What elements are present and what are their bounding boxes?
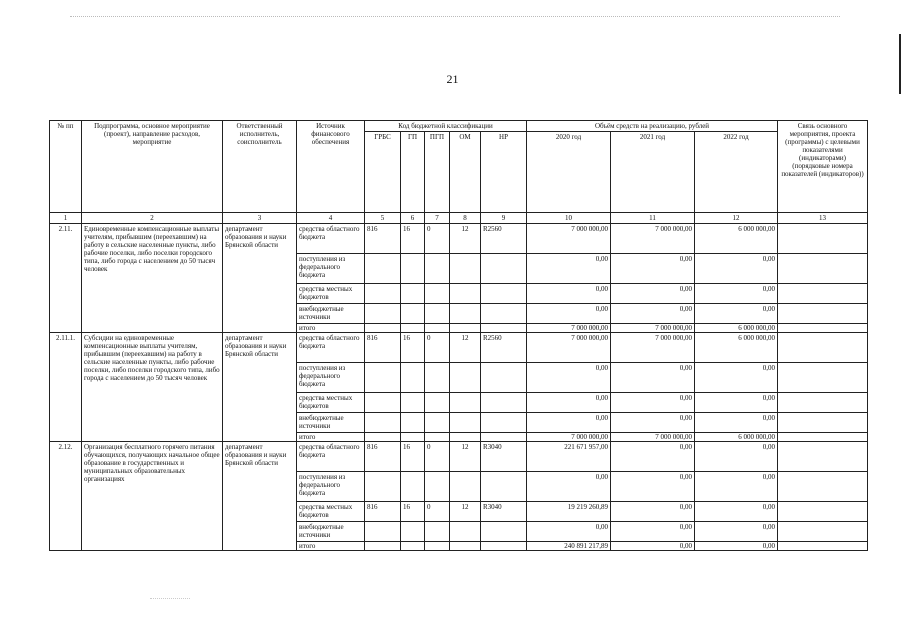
total-2021: 7 000 000,00 <box>611 324 695 333</box>
column-number-row <box>50 213 868 224</box>
header-executor: Ответственный исполнитель, соисполнитель <box>223 121 297 213</box>
funding-source: внебюджетные источники <box>297 304 365 324</box>
code-empty <box>481 433 527 442</box>
amount-2021: 0,00 <box>611 393 695 413</box>
column-number: 9 <box>481 213 527 224</box>
amount-2020: 7 000 000,00 <box>527 333 611 363</box>
indicator-link-cell <box>778 472 868 502</box>
code-grbs <box>365 472 401 502</box>
indicator-link-cell <box>778 442 868 472</box>
code-om <box>450 254 481 284</box>
amount-2020: 221 671 957,00 <box>527 442 611 472</box>
header-2022: 2022 год <box>695 132 778 213</box>
amount-2020: 0,00 <box>527 393 611 413</box>
code-np <box>481 472 527 502</box>
amount-2022: 0,00 <box>695 413 778 433</box>
code-empty <box>450 433 481 442</box>
code-pgp: 0 <box>425 442 450 472</box>
code-empty <box>365 324 401 333</box>
code-grbs: 816 <box>365 333 401 363</box>
funding-source: средства местных бюджетов <box>297 502 365 522</box>
amount-2020: 0,00 <box>527 284 611 304</box>
code-om <box>450 522 481 542</box>
column-number: 12 <box>695 213 778 224</box>
amount-2020: 0,00 <box>527 304 611 324</box>
code-gp <box>401 304 425 324</box>
page-number: 21 <box>446 72 459 86</box>
column-number: 6 <box>401 213 425 224</box>
total-2022: 0,00 <box>695 542 778 551</box>
code-pgp <box>425 393 450 413</box>
code-empty <box>401 542 425 551</box>
funding-source: поступления из федерального бюджета <box>297 472 365 502</box>
column-number: 4 <box>297 213 365 224</box>
amount-2021: 0,00 <box>611 413 695 433</box>
scan-artifact-line <box>70 16 840 17</box>
code-empty <box>425 433 450 442</box>
code-gp: 16 <box>401 224 425 254</box>
code-grbs <box>365 393 401 413</box>
amount-2020: 0,00 <box>527 363 611 393</box>
amount-2020: 0,00 <box>527 472 611 502</box>
amount-2020: 0,00 <box>527 522 611 542</box>
code-empty <box>425 542 450 551</box>
column-number: 1 <box>50 213 82 224</box>
code-empty <box>401 433 425 442</box>
column-number: 13 <box>778 213 868 224</box>
code-grbs: 816 <box>365 224 401 254</box>
code-np <box>481 363 527 393</box>
code-pgp: 0 <box>425 333 450 363</box>
code-np <box>481 522 527 542</box>
indicator-link-cell <box>778 224 868 254</box>
amount-2022: 0,00 <box>695 304 778 324</box>
amount-2021: 0,00 <box>611 522 695 542</box>
total-2022: 6 000 000,00 <box>695 433 778 442</box>
amount-2021: 0,00 <box>611 284 695 304</box>
code-gp <box>401 472 425 502</box>
funding-source: средства местных бюджетов <box>297 284 365 304</box>
code-empty <box>450 542 481 551</box>
total-2020: 7 000 000,00 <box>527 324 611 333</box>
indicator-link-cell <box>778 254 868 284</box>
code-om: 12 <box>450 224 481 254</box>
program-name: Единовременные компенсационные выплаты учителям, прибывшим (переехавшим) на работу в сельские населенные пункты, либо рабочие поселки, либо поселки городского типа, либо города с населением до 50 тысяч человек <box>82 224 223 333</box>
code-pgp <box>425 304 450 324</box>
table-row <box>50 333 868 363</box>
amount-2020: 19 219 260,89 <box>527 502 611 522</box>
indicator-link-cell <box>778 413 868 433</box>
indicator-link-cell <box>778 393 868 413</box>
executor: департамент образования и науки Брянской области <box>223 333 297 442</box>
total-2021: 0,00 <box>611 542 695 551</box>
executor: департамент образования и науки Брянской области <box>223 442 297 551</box>
total-2020: 240 891 217,89 <box>527 542 611 551</box>
column-number: 5 <box>365 213 401 224</box>
amount-2022: 6 000 000,00 <box>695 333 778 363</box>
code-np <box>481 284 527 304</box>
header-volume: Объём средств на реализацию, рублей <box>527 121 778 132</box>
column-number: 7 <box>425 213 450 224</box>
code-grbs <box>365 254 401 284</box>
total-label: итого <box>297 433 365 442</box>
indicator-link-cell <box>778 333 868 363</box>
funding-source: поступления из федерального бюджета <box>297 363 365 393</box>
code-pgp <box>425 522 450 542</box>
code-pgp <box>425 413 450 433</box>
code-empty <box>365 433 401 442</box>
code-np <box>481 254 527 284</box>
code-empty <box>450 324 481 333</box>
code-gp <box>401 284 425 304</box>
program-name: Субсидии на единовременные компенсационные выплаты учителям, прибывшим (переехавшим) на работу в сельские населенные пункты, либо рабочие поселки, либо поселки городского типа, либо города с населением до 50 тысяч человек <box>82 333 223 442</box>
total-2022: 6 000 000,00 <box>695 324 778 333</box>
code-gp: 16 <box>401 442 425 472</box>
code-grbs: 816 <box>365 502 401 522</box>
code-gp <box>401 393 425 413</box>
amount-2022: 0,00 <box>695 502 778 522</box>
amount-2021: 0,00 <box>611 363 695 393</box>
code-gp <box>401 363 425 393</box>
indicator-link-cell <box>778 284 868 304</box>
code-np: R3040 <box>481 502 527 522</box>
table-row <box>50 442 868 472</box>
code-np: R2560 <box>481 224 527 254</box>
column-number: 10 <box>527 213 611 224</box>
header-grbs: ГРБС <box>365 132 401 213</box>
column-number: 3 <box>223 213 297 224</box>
amount-2021: 0,00 <box>611 254 695 284</box>
header-2021: 2021 год <box>611 132 695 213</box>
indicator-link-cell <box>778 542 868 551</box>
code-empty <box>481 324 527 333</box>
row-number: 2.11.1. <box>50 333 82 442</box>
code-grbs <box>365 284 401 304</box>
code-om: 12 <box>450 442 481 472</box>
code-np: R3040 <box>481 442 527 472</box>
amount-2022: 6 000 000,00 <box>695 224 778 254</box>
code-om <box>450 284 481 304</box>
amount-2022: 0,00 <box>695 393 778 413</box>
code-grbs: 816 <box>365 442 401 472</box>
total-label: итого <box>297 324 365 333</box>
amount-2022: 0,00 <box>695 522 778 542</box>
code-om <box>450 304 481 324</box>
code-om: 12 <box>450 333 481 363</box>
code-empty <box>365 542 401 551</box>
funding-source: средства местных бюджетов <box>297 393 365 413</box>
scan-artifact-dots <box>150 598 190 599</box>
amount-2021: 0,00 <box>611 472 695 502</box>
code-pgp <box>425 284 450 304</box>
program-name: Организация бесплатного горячего питания обучающихся, получающих начальное общее образование в государственных и муниципальных образовательных организациях <box>82 442 223 551</box>
code-gp <box>401 413 425 433</box>
code-gp <box>401 522 425 542</box>
indicator-link-cell <box>778 363 868 393</box>
code-pgp: 0 <box>425 502 450 522</box>
funding-source: поступления из федерального бюджета <box>297 254 365 284</box>
amount-2021: 0,00 <box>611 502 695 522</box>
amount-2021: 0,00 <box>611 442 695 472</box>
table-row <box>50 224 868 254</box>
amount-2022: 0,00 <box>695 254 778 284</box>
header-budget-classification: Код бюджетной классификации <box>365 121 527 132</box>
total-2021: 7 000 000,00 <box>611 433 695 442</box>
header-program: Подпрограмма, основное мероприятие (проект), направление расходов, мероприятие <box>82 121 223 213</box>
code-pgp <box>425 363 450 393</box>
financing-table <box>49 120 868 551</box>
code-np <box>481 304 527 324</box>
funding-source: средства областного бюджета <box>297 333 365 363</box>
code-np <box>481 413 527 433</box>
indicator-link-cell <box>778 522 868 542</box>
indicator-link-cell <box>778 304 868 324</box>
indicator-link-cell <box>778 433 868 442</box>
code-gp: 16 <box>401 502 425 522</box>
header-pgp: ПГП <box>425 132 450 213</box>
header-np: НР <box>481 132 527 213</box>
indicator-link-cell <box>778 324 868 333</box>
amount-2022: 0,00 <box>695 363 778 393</box>
executor: департамент образования и науки Брянской области <box>223 224 297 333</box>
code-pgp: 0 <box>425 224 450 254</box>
amount-2021: 7 000 000,00 <box>611 333 695 363</box>
header-om: ОМ <box>450 132 481 213</box>
total-2020: 7 000 000,00 <box>527 433 611 442</box>
column-number: 2 <box>82 213 223 224</box>
code-pgp <box>425 254 450 284</box>
header-gp: ГП <box>401 132 425 213</box>
amount-2020: 7 000 000,00 <box>527 224 611 254</box>
amount-2020: 0,00 <box>527 413 611 433</box>
row-number: 2.12. <box>50 442 82 551</box>
funding-source: внебюджетные источники <box>297 522 365 542</box>
code-gp <box>401 254 425 284</box>
code-om <box>450 413 481 433</box>
code-np: R2560 <box>481 333 527 363</box>
code-pgp <box>425 472 450 502</box>
amount-2022: 0,00 <box>695 472 778 502</box>
indicator-link-cell <box>778 502 868 522</box>
funding-source: средства областного бюджета <box>297 224 365 254</box>
code-grbs <box>365 304 401 324</box>
header-2020: 2020 год <box>527 132 611 213</box>
column-number: 11 <box>611 213 695 224</box>
code-empty <box>401 324 425 333</box>
column-number: 8 <box>450 213 481 224</box>
code-empty <box>425 324 450 333</box>
code-grbs <box>365 363 401 393</box>
code-empty <box>481 542 527 551</box>
amount-2021: 7 000 000,00 <box>611 224 695 254</box>
amount-2022: 0,00 <box>695 442 778 472</box>
code-np <box>481 393 527 413</box>
code-om <box>450 393 481 413</box>
header-source: Источник финансового обеспечения <box>297 121 365 213</box>
amount-2021: 0,00 <box>611 304 695 324</box>
code-grbs <box>365 413 401 433</box>
funding-source: внебюджетные источники <box>297 413 365 433</box>
header-indicator-link: Связь основного мероприятия, проекта (программы) с целевыми показателями (индикаторами) (порядковые номера показателей (индикаторов)) <box>778 121 868 213</box>
funding-source: средства областного бюджета <box>297 442 365 472</box>
amount-2020: 0,00 <box>527 254 611 284</box>
row-number: 2.11. <box>50 224 82 333</box>
header-num: № пп <box>50 121 82 213</box>
amount-2022: 0,00 <box>695 284 778 304</box>
code-om <box>450 472 481 502</box>
code-om <box>450 363 481 393</box>
code-gp: 16 <box>401 333 425 363</box>
code-om: 12 <box>450 502 481 522</box>
total-label: итого <box>297 542 365 551</box>
code-grbs <box>365 522 401 542</box>
